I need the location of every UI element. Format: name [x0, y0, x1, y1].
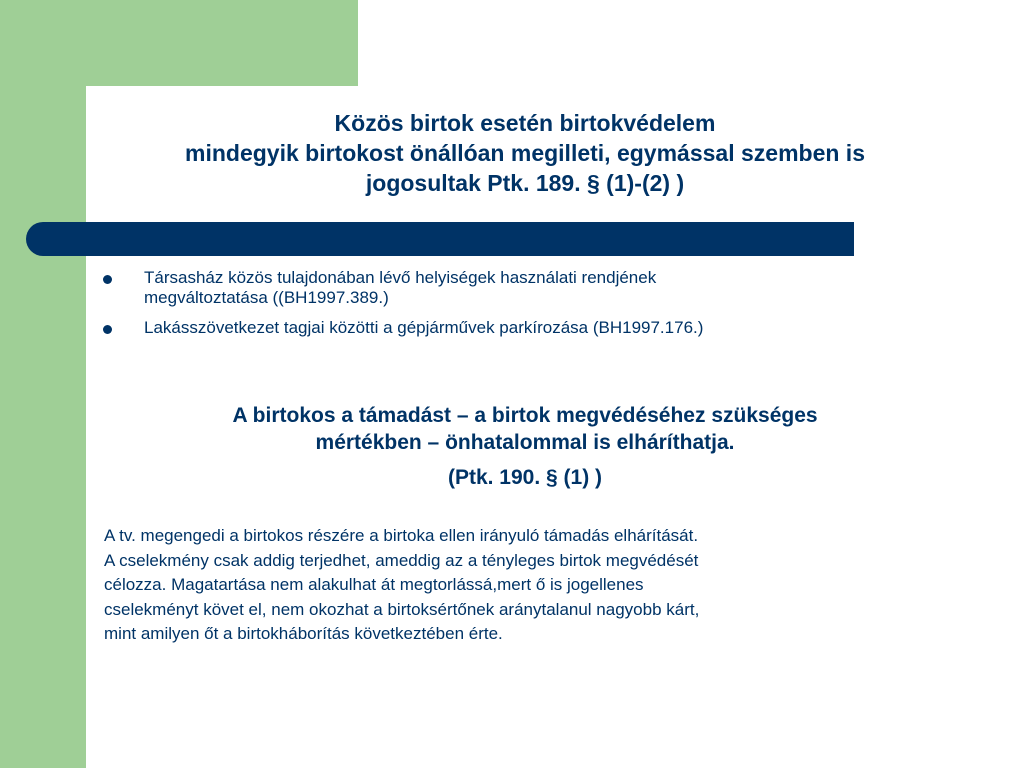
bullet-dot-icon [103, 325, 112, 334]
paragraph-line: mint amilyen őt a birtokháborítás következtében érte. [104, 624, 503, 643]
paragraph-line: A tv. megengedi a birtokos részére a birtoka ellen irányuló támadás elhárítását. [104, 526, 699, 545]
rule-text: mértékben – önhatalommal is elháríthatja. [315, 431, 735, 454]
paragraph-line: cselekményt követ el, nem okozhat a birtoksértőnek aránytalanul nagyobb kárt, [104, 599, 700, 619]
title-divider-bar [26, 222, 854, 256]
rule-text: A birtokos a támadást – a birtok megvédéséhez szükséges [232, 404, 818, 427]
bullet-item [100, 318, 900, 338]
slide-title-line: mindegyik birtokost önállóan megilleti, egymással szemben is [185, 140, 865, 166]
bullet-text: Lakásszövetkezet tagjai közötti a gépjárművek parkírozása (BH1997.176.) [144, 318, 704, 337]
bullet-text: Társasház közös tulajdonában lévő helyiségek használati rendjének [144, 268, 657, 287]
decorative-green-header-block [86, 0, 358, 86]
paragraph-line: A cselekmény csak addig terjedhet, ameddig az a tényleges birtok megvédését [104, 550, 699, 570]
bullet-dot-icon [103, 275, 112, 284]
slide-title [100, 108, 950, 198]
bullet-list [100, 268, 900, 348]
slide-title-line: Közös birtok esetén birtokvédelem [334, 110, 716, 136]
bullet-text: megváltoztatása ((BH1997.389.) [144, 288, 389, 307]
legal-rule-statement [100, 402, 950, 491]
rule-reference: (Ptk. 190. § (1) ) [447, 466, 603, 489]
decorative-green-sidebar [0, 0, 86, 768]
slide-title-line: jogosultak Ptk. 189. § (1)-(2) ) [365, 170, 685, 196]
paragraph-line: célozza. Magatartása nem alakulhat át megtorlássá,mert ő is jogellenes [104, 575, 644, 594]
bullet-item [100, 268, 900, 308]
explanation-paragraph [104, 524, 984, 647]
